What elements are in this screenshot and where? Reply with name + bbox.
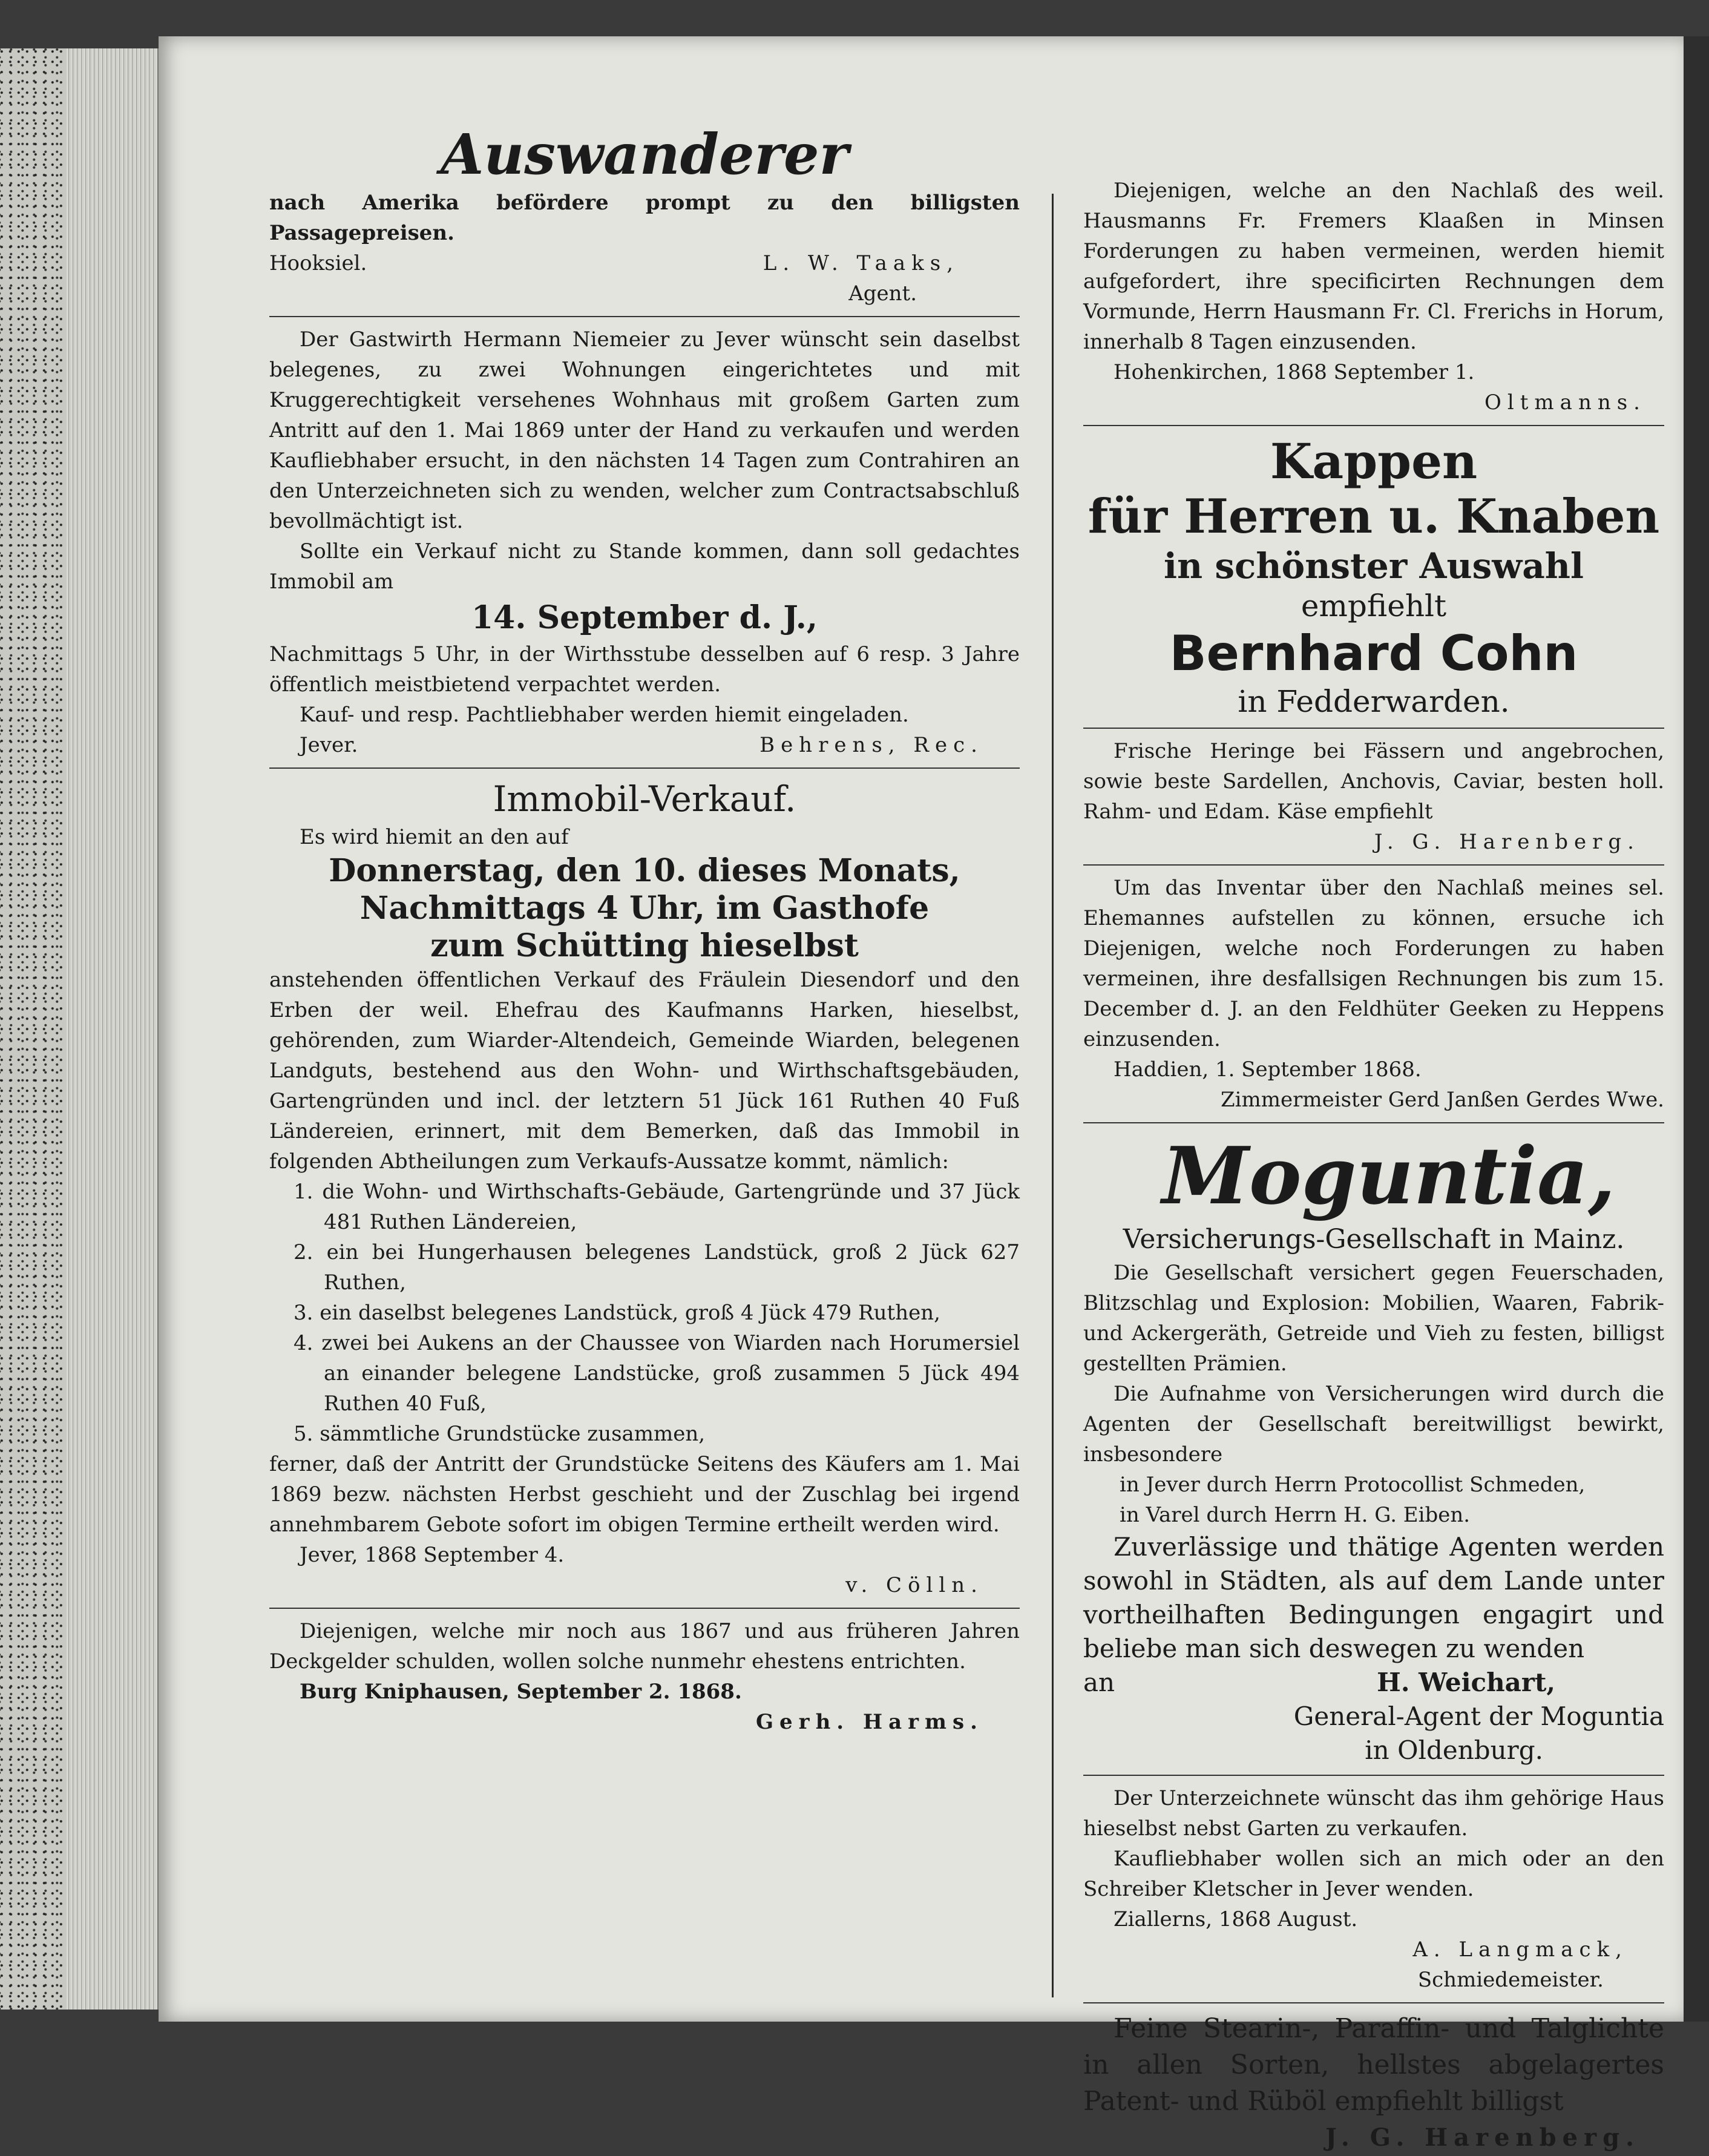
merchant-name: Bernhard Cohn [1169,625,1578,682]
divider [1083,864,1664,866]
ad-moguntia [1083,1131,1664,1767]
signature: L. W. Taaks, [763,251,959,275]
ad-body: Kauf- und resp. Pachtliebhaber werden hiemit eingeladen. [300,703,909,727]
ad-body: Nachmittags 5 Uhr, in der Wirthsstube desselben auf 6 resp. 3 Jahre öffentlich meistbietend verpachtet werden. [269,642,1020,697]
ad-body: Um das Inventar über den Nachlaß meines sel. Ehemannes aufstellen zu können, ersuche ich Diejenigen, welche noch Forderungen zu haben vermeinen, ihre desfallsigen Rechnungen bis zum 15. December d. J. an den Feldhüter Geeken zu Heppens einzusenden. [1083,876,1664,1051]
signature: Behrens, Rec. [759,733,983,757]
contact-prefix: an [1083,1668,1115,1697]
ad-headline: für Herren u. Knaben [1087,489,1660,544]
headline: zum Schütting hieselbst [430,927,859,964]
ad-closing: ferner, daß der Antritt der Grundstücke Seitens des Käufers am 1. Mai 1869 bezw. nächsten Herbst geschieht und der Zuschlag bei irgend annehmbarem Gebote sofort im obigen Termine ertheilt werden wird. [269,1452,1020,1537]
list-item: 3. ein daselbst belegenes Landstück, groß 4 Jück 479 Ruthen, [294,1301,940,1325]
divider [1083,728,1664,729]
dateline: Burg Kniphausen, September 2. 1868. [300,1680,742,1704]
ad-inventar [1083,873,1664,1115]
ad-haus-verkauf [1083,1783,1664,1995]
merchant-place: in Fedderwarden. [1238,684,1510,719]
ad-nachlass-fremers [1083,176,1664,418]
place: Jever. [300,733,358,757]
dateline: Hohenkirchen, 1868 September 1. [1114,360,1475,384]
ad-body: Die Aufnahme von Versicherungen wird durch die Agenten der Gesellschaft bereitwilligst bewirkt, insbesondere [1083,1382,1664,1467]
auction-date: 14. September d. J., [471,599,818,636]
list-item: 2. ein bei Hungerhausen belegenes Landstück, groß 2 Jück 627 Ruthen, [294,1240,1020,1295]
divider [1083,2002,1664,2003]
ad-body: Die Gesellschaft versichert gegen Feuerschaden, Blitzschlag und Explosion: Mobilien, Waaren, Fabrik- und Ackergeräth, Getreide und Vieh zu festen, billigst gestellten Prämien. [1083,1261,1664,1376]
book-edge-speckle [0,48,67,2010]
ad-body: Zuverlässige und thätige Agenten werden sowohl in Städten, als auf dem Lande unter vortheilhaften Bedingungen engagirt und beliebe man sich deswegen zu wenden [1083,1532,1664,1663]
ad-body: Diejenigen, welche an den Nachlaß des weil. Hausmanns Fr. Fremers Klaaßen in Minsen Forderungen zu haben vermeinen, werden hiemit aufgefordert, ihre specificirten Rechnungen dem Vormunde, Herrn Hausmann Fr. Cl. Frerichs in Horum, innerhalb 8 Tagen einzusenden. [1083,179,1664,354]
signature: J. G. Harenberg. [1325,2123,1640,2152]
ad-body: Kaufliebhaber wollen sich an mich oder an den Schreiber Kletscher in Jever wenden. [1083,1847,1664,1901]
ad-body: Diejenigen, welche mir noch aus 1867 und aus früheren Jahren Deckgelder schulden, wollen solche nunmehr ehestens entrichten. [269,1619,1020,1674]
signature: Gerh. Harms. [756,1710,983,1734]
signature-row [269,248,1020,278]
ad-title: Moguntia, [1162,1129,1616,1222]
ad-body: Sollte ein Verkauf nicht zu Stande kommen, dann soll gedachtes Immobil am [269,539,1020,594]
agent-place: in Oldenburg. [1365,1735,1543,1765]
place: Hooksiel. [269,251,367,275]
signature: A. Langmack, [1412,1937,1628,1962]
agent-role: General-Agent der Moguntia [1293,1701,1664,1731]
agent-line: in Varel durch Herrn H. G. Eiben. [1120,1503,1471,1527]
headline: Nachmittags 4 Uhr, im Gasthofe [359,890,930,927]
agent-name: H. Weichart, [1377,1668,1555,1697]
signature-row [269,730,1020,760]
signature: v. Cölln. [845,1573,983,1597]
book-page-edges [67,48,159,2010]
ad-title: Immobil-Verkauf. [493,778,796,820]
right-column [1083,176,1664,2156]
list-item: 1. die Wohn- und Wirthschafts-Gebäude, Gartengründe und 37 Jück 481 Ruthen Ländereien, [294,1180,1020,1234]
ad-body: anstehenden öffentlichen Verkauf des Fräulein Diesendorf und den Erben der weil. Ehefrau des Kaufmanns Harken, hieselbst, gehörenden, zum Wiarder-Altendeich, Gemeinde Wiarden, belegenen Landguts, bestehend aus den Wohn- und Wirthschaftsgebäuden, Gartengründen und incl. der letztern 51 Jück 161 Ruthen 40 Fuß Ländereien, erinnert, mit dem Bemerken, daß das Immobil in folgenden Abtheilungen zum Verkaufs-Aussatze kommt, nämlich: [269,968,1020,1174]
contact-row [1083,1666,1664,1700]
signature: J. G. Harenberg. [1374,830,1640,854]
page-gutter [1684,36,1709,2022]
ad-kappen [1083,433,1664,720]
dateline: Jever, 1868 September 4. [300,1543,565,1567]
ad-body: nach Amerika befördere prompt zu den billigsten Passagepreisen. [269,191,1020,245]
agent-line: in Jever durch Herrn Protocollist Schmeden, [1120,1473,1586,1497]
ad-intro: Es wird hiemit an den auf [300,825,569,849]
divider [1083,425,1664,426]
ad-immobil-verkauf [269,776,1020,1600]
ad-subtitle: Versicherungs-Gesellschaft in Mainz. [1123,1224,1625,1255]
ad-body: Der Gastwirth Hermann Niemeier zu Jever wünscht sein daselbst belegenes, zu zwei Wohnungen eingerichtetes und mit Kruggerechtigkeit versehenes Wohnhaus mit großem Garten zum Antritt auf den 1. Mai 1869 unter der Hand zu verkaufen und werden Kaufliebhaber ersucht, in den nächsten 14 Tagen zum Contrahiren an den Unterzeichneten sich zu wenden, welcher zum Contractsabschluß bevollmächtigt ist. [269,327,1020,533]
ad-title: Kappen [1270,433,1478,490]
signature: Oltmanns. [1484,390,1646,415]
dateline: Haddien, 1. September 1868. [1114,1057,1422,1082]
column-divider [1052,194,1054,1997]
ad-deckgelder [269,1616,1020,1737]
ad-lichte [1083,2011,1664,2156]
ad-title: Auswanderer [440,122,849,187]
list-item: 4. zwei bei Aukens an der Chaussee von Wiarden nach Horumersiel an einander belegene Landstücke, groß zusammen 5 Jück 494 Ruthen 40 Fuß, [294,1331,1020,1416]
ad-body: Der Unterzeichnete wünscht das ihm gehörige Haus hieselbst nebst Garten zu verkaufen. [1083,1786,1664,1841]
headline: Donnerstag, den 10. dieses Monats, [329,852,960,889]
signature: Zimmermeister Gerd Janßen Gerdes Wwe. [1221,1088,1664,1112]
divider [269,316,1020,317]
list-item: 5. sämmtliche Grundstücke zusammen, [294,1422,706,1446]
ad-niemeier [269,324,1020,760]
divider [1083,1775,1664,1776]
role: Schmiedemeister. [1417,1968,1604,1992]
ad-heringe [1083,736,1664,857]
ad-body: Frische Heringe bei Fässern und angebrochen, sowie beste Sardellen, Anchovis, Caviar, besten holl. Rahm- und Edam. Käse empfiehlt [1083,739,1664,824]
ad-body: Feine Stearin-, Paraffin- und Talglichte in allen Sorten, hellstes abgelagertes Patent- und Rüböl empfiehlt billigst [1083,2013,1664,2117]
ad-subline: in schönster Auswahl [1163,545,1584,587]
divider [269,767,1020,769]
divider [1083,1122,1664,1123]
role: Agent. [848,281,917,306]
left-column [269,121,1020,1737]
divider [269,1608,1020,1609]
ad-auswanderer [269,121,1020,309]
ad-subline: empfiehlt [1301,588,1447,623]
dateline: Ziallerns, 1868 August. [1114,1907,1358,1931]
